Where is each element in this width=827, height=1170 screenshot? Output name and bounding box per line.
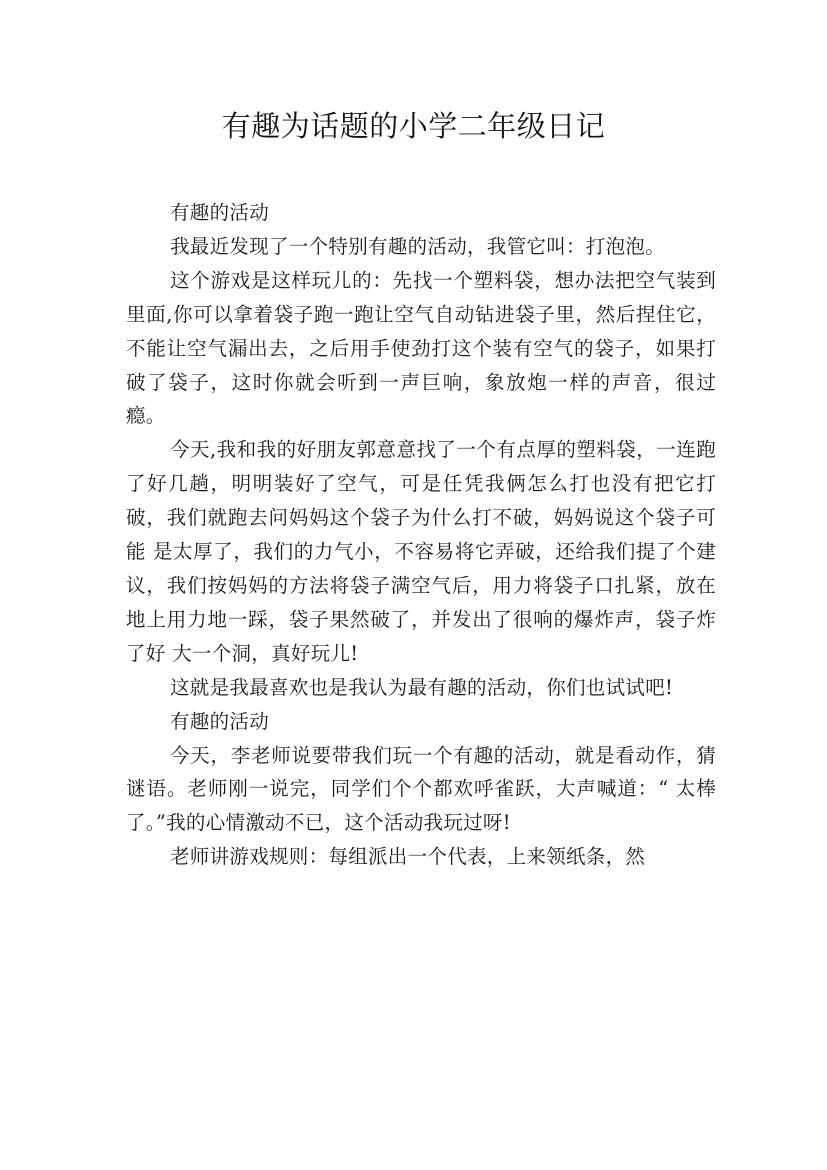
paragraph-today-story: 今天,我和我的好朋友郭意意找了一个有点厚的塑料袋，一连跑了好几趟，明明装好了空气，可是任凭我俩怎么打也没有把它打破，我们就跑去问妈妈这个袋子为什么打不破，妈妈说这个袋子可能 是太厚了，我们的力气小，不容易将它弄破，还给我们提了个建议，我们按妈妈的方法将袋子满空气后，用力将袋子口扎紧，放在地上用力地一踩，袋子果然破了，并发出了很响的爆炸声，袋子炸了好 大一个洞，真好玩儿! (126, 438, 716, 665)
paragraph-game-rules: 这个游戏是这样玩儿的：先找一个塑料袋，想办法把空气装到里面,你可以拿着袋子跑一跑让空气自动钻进袋子里，然后捏住它，不能让空气漏出去，之后用手使劲打这个装有空气的袋子，如果打 破了袋子，这时你就会听到一声巨响，象放炮一样的声音，很过瘾。 (126, 268, 716, 428)
document-body (126, 196, 716, 874)
paragraph-teacher-rules: 老师讲游戏规则：每组派出一个代表，上来领纸条，然 (170, 845, 646, 869)
paragraph-teacher-activity: 今天，李老师说要带我们玩一个有趣的活动，就是看动作，猜谜语。老师刚一说完，同学们个个都欢呼雀跃，大声喊道：“ 太棒了。”我的心情激动不已，这个活动我玩过呀! (126, 743, 716, 835)
paragraph-conclusion: 这就是我最喜欢也是我认为最有趣的活动，你们也试试吧! (170, 675, 674, 699)
paragraph-heading-2: 有趣的活动 (170, 709, 270, 733)
document-title: 有趣为话题的小学二年级日记 (221, 109, 606, 143)
paragraph-heading-1: 有趣的活动 (170, 201, 270, 224)
paragraph-intro: 我最近发现了一个特别有趣的活动，我管它叫：打泡泡。 (170, 234, 666, 258)
